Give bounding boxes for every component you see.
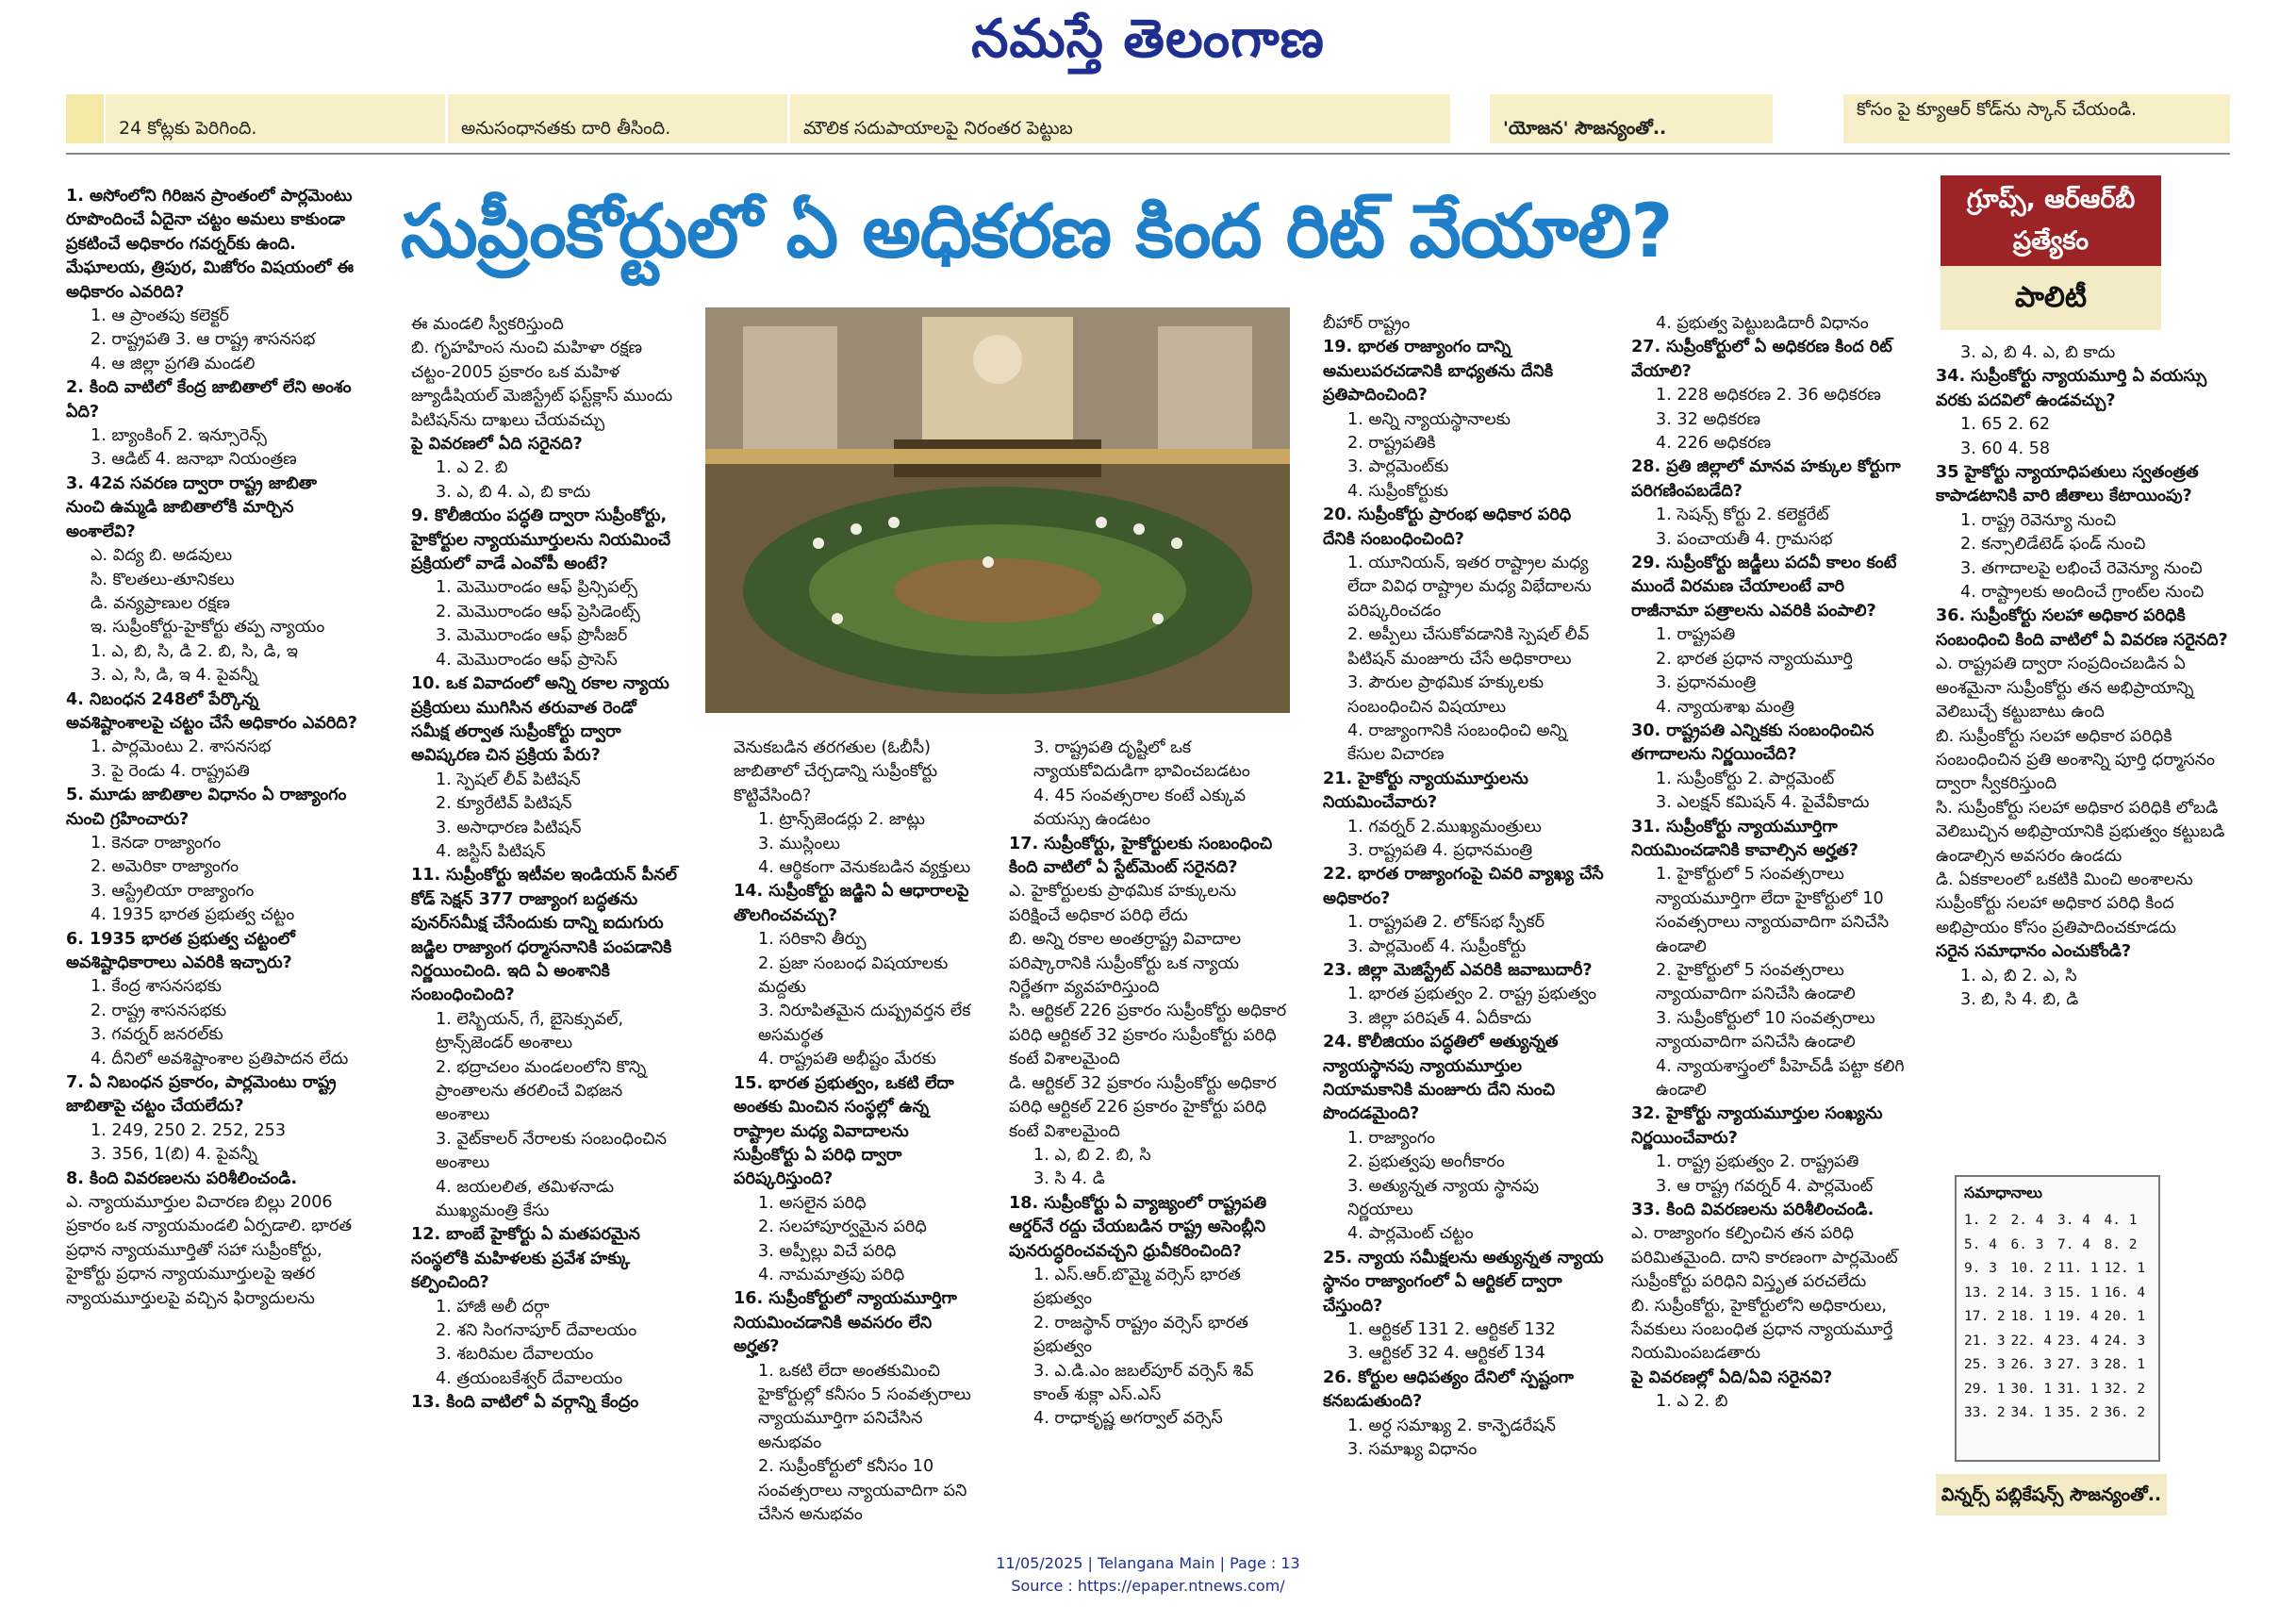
answer-option: 3. పై రెండు 4. రాష్ట్రపతి [91, 761, 250, 781]
strip-text: మౌలిక సదుపాయాలపై నిరంతర పెట్టుబ [803, 118, 1073, 139]
statement-text: సి. సుప్రీంకోర్టు సలహా అధికార పరిధికి లోబడి వెలిబుచ్చిన అభిప్రాయానికి ప్రభుత్వం కట్టుబడి ఉండాల్సిన అవసరం ఉండదు [1936, 798, 2225, 866]
question-text: 21. హైకోర్టు న్యాయమూర్తులను నియమించేవారు? [1323, 769, 1528, 813]
answer-option: 4. నామమాత్రపు పరిధి [758, 1265, 905, 1284]
answer-option: 1. బ్యాంకింగ్ 2. ఇన్సూరెన్స్ [91, 426, 267, 446]
question-text: 31. సుప్రీంకోర్టు న్యాయమూర్తిగా నియమించడానికి కావాల్సిన అర్హత? [1631, 817, 1859, 860]
answer-key-row [1964, 1209, 2151, 1234]
answer-option: 3. ఎ.డి.ఎం జబల్‌పూర్ వర్సెస్ శివ్ కాంత్ శుక్లా ఎస్.ఎస్ [1033, 1361, 1254, 1404]
question-text: 32. హైకోర్టు న్యాయమూర్తుల సంఖ్యను నిర్ణయించేవారు? [1631, 1104, 1883, 1148]
question-text: పై వివరణల్లో ఏది/ఏవి సరైనవి? [1631, 1367, 1833, 1387]
question-text: 3. 42వ సవరణ ద్వారా రాష్ట్ర జాబితా నుంచి ఉమ్మడి జాబితాలోకి మార్చిన అంశాలేవి? [66, 473, 318, 541]
answer-option: 1. అసలైన పరిధి [758, 1193, 867, 1213]
question-text: 15. భారత ప్రభుత్వం, ఒకటి లేదా అంతకు మించిన సంస్థల్లో ఉన్న రాష్ట్రాల మధ్య వివాదాలను సుప్రీంకోర్టు ఏ పరిధి ద్వారా పరిష్కరిస్తుంది? [734, 1073, 954, 1189]
answer-option: 4. రాష్ట్రాలకు అందించే గ్రాంట్‌ల నుంచి [1960, 583, 2205, 603]
answer-key-cell: 8. 2 [2104, 1236, 2138, 1252]
answer-key-row [1964, 1330, 2151, 1354]
answer-key-cell: 32. 2 [2104, 1381, 2146, 1397]
answer-option: 1. సుప్రీంకోర్టు 2. పార్లమెంట్ [1656, 769, 1835, 788]
answer-option: 3. వైట్‌కాలర్ నేరాలకు సంబంధించిన అంశాలు [436, 1129, 667, 1173]
statement-text: సి. ఆర్టికల్ 226 ప్రకారం సుప్రీంకోర్టు అధికార పరిధి ఆర్టికల్ 32 ప్రకారం సుప్రీంకోర్టు పరిధి కంటే విశాలమైంది [1009, 1002, 1287, 1069]
question-text: 4. నిబంధన 248లో పేర్కొన్న అవశిష్టాంశాలపై చట్టం చేసే అధికారం ఎవరిది? [66, 689, 357, 733]
answer-option: 3. గవర్నర్ జనరల్‌కు [91, 1025, 223, 1045]
strip-text: 24 కోట్లకు పెరిగింది. [119, 118, 257, 139]
answer-key-cell: 5. 4 [1964, 1236, 1997, 1252]
statement-text: డి. ఆర్టికల్ 32 ప్రకారం సుప్రీంకోర్టు అధికార పరిధి ఆర్టికల్ 226 ప్రకారం హైకోర్టు పరిధి కంటే విశాలమైంది [1009, 1073, 1277, 1141]
answer-option: 4. 1935 భారత ప్రభుత్వ చట్టం [91, 905, 295, 925]
answer-key-heading: సమాధానాలు [1964, 1184, 2042, 1201]
answer-option: 4. ప్రభుత్వ పెట్టుబడిదారీ విధానం [1656, 314, 1869, 333]
answer-option: 2. భారత ప్రధాన న్యాయమూర్తి [1656, 649, 1853, 669]
answer-option: 3. నిరూపితమైన దుష్ప్రవర్తన లేక అసమర్థత [758, 1002, 971, 1045]
headline: సుప్రీంకోర్టులో ఏ అధికరణ కింద రిట్ వేయాలి? [401, 190, 1673, 274]
answer-option: 3. ఎ, బి 4. ఎ, బి కాదు [1960, 343, 2116, 362]
answer-option: 4. 226 అధికరణ [1656, 434, 1772, 454]
section-badge: గ్రూప్స్, ఆర్ఆర్‌బీ ప్రత్యేకం [1941, 175, 2161, 266]
answer-option: 2. భద్రాచలం మండలంలోని కొన్ని ప్రాంతాలను తరలించే విభజన అంశాలు [436, 1057, 647, 1125]
strip-text: అనుసంధానతకు దారి తీసింది. [461, 118, 671, 139]
answer-option: 3. ఎలక్షన్ కమిషన్ 4. పైవేవీకాదు [1656, 793, 1870, 813]
answer-key-row [1964, 1282, 2151, 1306]
answer-option: 3. ఎ, బి 4. ఎ, బి కాదు [436, 482, 591, 502]
question-text: 8. కింది వివరణలను పరిశీలించండి. [66, 1168, 298, 1188]
answer-option: 1. 65 2. 62 [1960, 415, 2051, 435]
strip-col-4 [1490, 94, 1773, 143]
answer-option: 3. 356, 1(బి) 4. పైవన్నీ [91, 1145, 257, 1165]
strip-text: కోసం పై క్యూఆర్ కోడ్‌ను స్కాన్ చేయండి. [1857, 99, 2138, 120]
answer-key-cell: 9. 3 [1964, 1261, 1997, 1276]
answer-option: 2. అప్పీలు చేసుకోవడానికి స్పెషల్ లీవ్ పిటిషన్ మంజూరు చేసే అధికారాలు [1347, 625, 1590, 669]
answer-option: 1. సెషన్స్ కోర్టు 2. కలెక్టరేట్ [1656, 505, 1829, 525]
publisher-credit: విన్నర్స్ పబ్లికేషన్స్ సౌజన్యంతో.. [1936, 1474, 2167, 1516]
question-text: 26. కోర్టుల ఆధిపత్యం దేనిలో స్పష్టంగా కనబడుతుంది? [1323, 1367, 1574, 1412]
answer-key-cell: 13. 2 [1964, 1284, 2006, 1301]
answer-option: 3. 32 అధికరణ [1656, 409, 1761, 429]
answer-key-cell: 28. 1 [2104, 1357, 2146, 1372]
answer-option: 1. రాష్ట్ర ప్రభుత్వం 2. రాష్ట్రపతి [1656, 1152, 1859, 1172]
answer-option: 1. రాజ్యాంగం [1347, 1128, 1436, 1148]
strip-tag [66, 94, 104, 143]
masthead-title: నమస్తే తెలంగాణ [971, 8, 1325, 70]
answer-option: 1. ఎ, బి, సి, డి 2. బి, సి, డి, ఇ [91, 641, 298, 661]
column-6 [1631, 312, 1910, 1496]
answer-key-cell: 14. 3 [2010, 1284, 2053, 1301]
answer-option: 2. క్యూరేటివ్ పిటిషన్ [436, 794, 572, 814]
answer-key-row [1964, 1401, 2151, 1426]
answer-option: 3. జిల్లా పరిషత్ 4. ఏదీకాదు [1347, 1008, 1532, 1028]
question-text: సరైన సమాధానం ఎంచుకోండి? [1936, 942, 2132, 962]
strip-col-3 [790, 94, 1450, 143]
answer-option: 3. ఆస్ట్రేలియా రాజ్యాంగం [91, 881, 255, 901]
answer-key-cell: 1. 2 [1964, 1213, 1997, 1228]
statement-text: ఎ. హైకోర్టులకు ప్రాథమిక హక్కులను పరిక్షించే అధికార పరిధి లేదు [1009, 882, 1237, 925]
answer-key-table [1964, 1209, 2151, 1426]
answer-option: 1. రాష్ట్ర రెవెన్యూ నుంచి [1960, 510, 2117, 530]
statement-text: బి. సుప్రీంకోర్టు సలహా అధికార పరిధికి సంబంధించిన ప్రతి అంశాన్ని పూర్తి ధర్మాసనం ద్వారా స్వీకరిస్తుంది [1936, 726, 2215, 794]
statement-text: ఎ. రాష్ట్రపతి ద్వారా సంప్రదించబడిన ఏ అంశమైనా సుప్రీంకోర్టు తన అభిప్రాయాన్ని వెలిబుచ్చే కట్టుబాటు ఉంది [1936, 654, 2194, 722]
section-label: పాలిటీ [1941, 266, 2161, 330]
question-text: 34. సుప్రీంకోర్టు న్యాయమూర్తి ఏ వయస్సు వరకు పదవిలో ఉండవచ్చు? [1936, 367, 2207, 410]
answer-option: 3. ఆర్టికల్ 32 4. ఆర్టికల్ 134 [1347, 1344, 1545, 1364]
answer-key-cell: 31. 1 [2057, 1381, 2099, 1397]
answer-key-box [1955, 1175, 2160, 1462]
answer-key-cell: 4. 1 [2104, 1213, 2138, 1228]
answer-option: 1. 249, 250 2. 252, 253 [91, 1120, 287, 1140]
column-7 [1936, 341, 2228, 1162]
answer-key-cell: 10. 2 [2010, 1261, 2053, 1276]
answer-key-cell: 17. 2 [1964, 1309, 2006, 1324]
question-text: 13. కింది వాటిలో ఏ వర్గాన్ని కేంద్రం [411, 1393, 639, 1413]
answer-key-cell: 3. 4 [2057, 1213, 2090, 1228]
question-text: 7. ఏ నిబంధన ప్రకారం, పార్లమెంటు రాష్ట్ర జాబితాపై చట్టం చేయలేదు? [66, 1073, 337, 1117]
question-text: 17. సుప్రీంకోర్టు, హైకోర్టులకు సంబంధించి కింది వాటిలో ఏ స్టేట్‌మెంట్ సరైనది? [1009, 834, 1273, 878]
answer-option: 3. రాష్ట్రపతి 4. ప్రధానమంత్రి [1347, 840, 1533, 860]
answer-option: 3. ముస్లింలు [758, 834, 840, 853]
answer-key-cell: 11. 1 [2057, 1261, 2099, 1276]
answer-option: 4. ఆ జిల్లా ప్రగతి మండలి [91, 354, 256, 373]
answer-option: 3. సి 4. డి [1033, 1169, 1105, 1189]
answer-option: 1. భారత ప్రభుత్వం 2. రాష్ట్ర ప్రభుత్వం [1347, 985, 1597, 1004]
answer-option: 4. జయలలిత, తమిళనాడు ముఖ్యమంత్రి కేసు [436, 1177, 615, 1221]
strip-col-5 [1843, 94, 2230, 143]
answer-option: 2. సుప్రీంకోర్టులో కనీసం 10 సంవత్సరాలు న్యాయవాదిగా పని చేసిన అనుభవం [758, 1457, 967, 1524]
answer-key-cell: 26. 3 [2010, 1357, 2053, 1372]
answer-key-cell: 16. 4 [2104, 1284, 2146, 1301]
answer-option: 1. ఎస్.ఆర్.బొమ్మై వర్సెస్ భారత ప్రభుత్వం [1033, 1265, 1241, 1309]
question-text: 18. సుప్రీంకోర్టు ఏ వ్యాజ్యంలో రాష్ట్రపతి ఆర్డర్‌నే రద్దు చేయబడిన రాష్ట్ర అసెంబ్లీని పునరుద్ధరించవచ్చని ధ్రువీకరించింది? [1009, 1193, 1267, 1261]
question-text: 23. జిల్లా మెజిస్ట్రేట్ ఎవరికి జవాబుదారీ? [1323, 960, 1593, 980]
answer-option: 1. యూనియన్, ఇతర రాష్ట్రాల మధ్య లేదా వివిధ రాష్ట్రాల మధ్య విభేదాలను పరిష్కరించడం [1347, 554, 1592, 621]
answer-option: 3. అప్పీల్లు విచే పరిధి [758, 1241, 897, 1261]
answer-option: 2. శని సింగనాపూర్ దేవాలయం [436, 1321, 637, 1341]
answer-option: 2. ప్రజా సంబంధ విషయాలకు మద్దతు [758, 953, 949, 998]
answer-option: 1. అన్ని న్యాయస్థానాలకు [1347, 409, 1511, 429]
answer-key-cell: 12. 1 [2104, 1261, 2146, 1276]
answer-option: 3. ఆ రాష్ట్ర గవర్నర్ 4. పార్లమెంట్ [1656, 1176, 1874, 1196]
answer-option: 4. మెమొరాండం ఆఫ్ ప్రాసెస్ [436, 650, 618, 670]
statement-text: ఈ మండలి స్వీకరిస్తుంది [411, 315, 564, 334]
answer-key-cell: 33. 2 [1964, 1405, 2006, 1420]
answer-option: 3. బి, సి 4. బి, డి [1960, 989, 2079, 1009]
answer-option: 1. ఎ, బి 2. ఎ, సి [1960, 966, 2077, 986]
question-text: 1. అసోంలోని గిరిజన ప్రాంతంలో పార్లమెంటు రూపొందించే ఏదైనా చట్టం అమలు కాకుండా ప్రకటించే అధికారం గవర్నర్‌కు ఉంది. మేఘాలయ, త్రిపుర, మిజోరం విషయంలో ఈ అధికారం ఎవరిది? [66, 187, 354, 302]
question-text: 16. సుప్రీంకోర్టులో న్యాయమూర్తిగా నియమించడానికి అవసరం లేని అర్హత? [734, 1289, 957, 1357]
question-text: 6. 1935 భారత ప్రభుత్వ చట్టంలో అవశిష్టాధికారాలు ఎవరికి ఇచ్చారు? [66, 929, 295, 972]
question-text: 2. కింది వాటిలో కేంద్ర జాబితాలో లేని అంశం ఏది? [66, 378, 352, 422]
answer-option: 2. మెమొరాండం ఆఫ్ ప్రెసిడెంట్స్ [436, 602, 640, 621]
answer-option: 3. పార్లమెంట్ 4. సుప్రీంకోర్టు [1347, 936, 1527, 956]
statement-text: డి. ఏకకాలంలో ఒకటికి మించి అంశాలను సుప్రీంకోర్టు సలహా అధికార పరిధి కింద అభిప్రాయం కోసం ప్రతిపాదించకూడదు [1936, 870, 2193, 937]
answer-option: 3. మెమొరాండం ఆఫ్ ప్రొసీజర్ [436, 626, 628, 646]
question-text: 29. సుప్రీంకోర్టు జడ్జీలు పదవీ కాలం కంటే ముందే విరమణ చేయాలంటే వారి రాజీనామా పత్రాలను ఎవరికి పంపాలి? [1631, 554, 1897, 621]
answer-key-cell: 35. 2 [2057, 1405, 2099, 1420]
answer-option: 1. కేంద్ర శాసనసభకు [91, 977, 222, 997]
answer-key-cell: 30. 1 [2010, 1381, 2053, 1397]
question-text: 10. ఒక వివాదంలో అన్ని రకాల న్యాయ ప్రక్రియలు ముగిసిన తరువాత రెండో సమీక్ష తర్వాత సుప్రీంకోర్టు ద్వారా అవిష్కరణ చిన ప్రక్రియ పేరు? [411, 674, 669, 766]
answer-option: 1. పార్లమెంటు 2. శాసనసభ [91, 737, 272, 757]
strip-col-2 [448, 94, 787, 143]
answer-key-cell: 2. 4 [2010, 1213, 2044, 1228]
answer-key-cell: 7. 4 [2057, 1236, 2090, 1252]
answer-option: 3. ప్రధానమంత్రి [1656, 673, 1757, 693]
question-text: 22. భారత రాజ్యాంగంపై చివరి వ్యాఖ్య చేసే అధికారం? [1323, 865, 1604, 908]
answer-option: 1. కెనడా రాజ్యాంగం [91, 833, 222, 853]
answer-option: ఎ. విద్య బి. అడవులు [91, 546, 233, 566]
answer-option: 1. ఆర్టికల్ 131 2. ఆర్టికల్ 132 [1347, 1320, 1556, 1340]
answer-key-cell: 23. 4 [2057, 1333, 2099, 1349]
answer-option: 4. న్యాయశాస్త్రంలో పీహెచ్‌డీ పట్టా కలిగి ఉండాలి [1656, 1056, 1905, 1100]
question-text: 9. కొలీజియం పద్ధతి ద్వారా సుప్రీంకోర్టు, హైకోర్టుల న్యాయమూర్తులను నియమించే ప్రక్రియలో వాడే ఎంవోపీ అంటే? [411, 506, 671, 574]
answer-key-cell: 15. 1 [2057, 1284, 2099, 1301]
answer-key-row [1964, 1257, 2151, 1282]
question-text: 35 హైకోర్టు న్యాయాధిపతులు స్వతంత్రత కాపాడటానికి వారి జీతాలు కేటాయింపు? [1936, 463, 2199, 506]
answer-key-cell: 6. 3 [2010, 1236, 2044, 1252]
question-text: పై వివరణలో ఏది సరైనది? [411, 435, 583, 455]
answer-option: 4. జస్టిస్ పిటిషన్ [436, 841, 546, 861]
answer-option: 2. అమెరికా రాజ్యాంగం [91, 857, 240, 877]
column-2 [411, 313, 677, 1496]
answer-key-cell: 18. 1 [2010, 1309, 2053, 1324]
answer-key-cell: 21. 3 [1964, 1333, 2006, 1349]
statement-text: ఎ. రాజ్యాంగం కల్పించిన తన పరిధి పరిమితమైంది. దాని కారణంగా పార్లమెంట్ సుప్రీంకోర్టు పరిధిని విస్తృత పరచలేదు [1631, 1224, 1898, 1292]
answer-option: 2. రాష్ట్ర శాసనసభకు [91, 1001, 227, 1020]
answer-option: 2. రాజస్థాన్ రాష్ట్రం వర్సెస్ భారత ప్రభుత్వం [1033, 1313, 1248, 1357]
answer-option: 1. ఎ 2. బి [436, 458, 508, 478]
answer-key-cell: 25. 3 [1964, 1357, 2006, 1372]
answer-option: 3. తగాదాలపై లభించే రెవెన్యూ నుంచి [1960, 558, 2203, 578]
answer-option: 3. సమాఖ్య విధానం [1347, 1440, 1478, 1460]
statement-text: బి. సుప్రీంకోర్టు, హైకోర్టులోని అధికారులు, సేవకులు సంబంధిత ప్రధాన న్యాయమూర్తే నియమింపబడతారు [1631, 1296, 1893, 1364]
question-text: 11. సుప్రీంకోర్టు ఇటీవల ఇండియన్ పీనల్ కోడ్ సెక్షన్ 377 రాజ్యాంగ బద్ధతను పునర్‌సమీక్ష చేసేందుకు దాన్ని ఐదుగురు జడ్జిల రాజ్యాంగ ధర్మాసనానికి పంపడానికి నిర్ణయించింది. ఇది ఏ అంశానికి సంబంధించింది? [411, 866, 678, 1005]
column-1 [66, 185, 360, 1496]
answer-option: 2. కన్సాలిడేటెడ్ ఫండ్ నుంచి [1960, 535, 2146, 555]
statement-text: ఎ. న్యాయమూర్తుల విచారణ బిల్లు 2006 ప్రకారం ఒక న్యాయమండలి ఏర్పడాలి. భారత ప్రధాన న్యాయమూర్తితో సహా సుప్రీంకోర్టు, హైకోర్టు ప్రధాన న్యాయమూర్తులపై ఇతర న్యాయమూర్తులపై వచ్చిన ఫిర్యాదులను [66, 1193, 353, 1308]
answer-option: 4. దీనిలో అవశిష్టాంశాల ప్రతిపాదన లేదు [91, 1049, 349, 1069]
statement-text: బి. అన్ని రకాల అంతర్రాష్ట్ర వివాదాల పరిష్కారానికి సుప్రీంకోర్టు ఒక న్యాయ నిర్ణేతగా వ్యవహరిస్తుంది [1009, 930, 1242, 998]
statement-text: వెనుకబడిన తరగతుల (ఓబీసీ) జాబితాలో చేర్చడాన్ని సుప్రీంకోర్టు కొట్టివేసింది? [734, 738, 938, 805]
question-text: 36. సుప్రీంకోర్టు సలహా అధికార పరిధికి సంబంధించి కింది వాటిలో ఏ వివరణ సరైనది? [1936, 606, 2228, 650]
statement-text: బి. గృహహింస నుంచి మహిళా రక్షణ చట్టం-2005 ప్రకారం ఒక మహిళ జ్యూడీషియల్ మెజిస్ట్రేట్ ఫస్ట్‌క్లాస్ ముందు పిటిషన్‌ను దాఖలు చేయవచ్చు [411, 339, 673, 430]
answer-key-cell: 20. 1 [2104, 1309, 2146, 1324]
answer-option: 4. త్రయంబకేశ్వర్ దేవాలయం [436, 1368, 623, 1388]
answer-option: 4. పార్లమెంట్ చట్టం [1347, 1224, 1474, 1244]
question-text: 30. రాష్ట్రపతి ఎన్నికకు సంబంధించిన తగాదాలను నిర్ణయించేది? [1631, 721, 1875, 765]
answer-key-cell: 34. 1 [2010, 1405, 2053, 1420]
strip-credit: 'యోజన' సౌజన్యంతో.. [1503, 118, 1667, 139]
answer-option: సి. కొలతలు-తూనికలు [91, 570, 235, 589]
answer-option: 2. రాష్ట్రపతికి [1347, 434, 1436, 454]
answer-option: 3. రాష్ట్రపతి దృష్టిలో ఒక న్యాయకోవిదుడిగా భావించబడటం [1033, 738, 1250, 782]
answer-key-row [1964, 1234, 2151, 1258]
question-text: 24. కొలీజియం పద్ధతిలో అత్యున్నత న్యాయస్థానపు న్యాయమూర్తుల నియామకానికి మంజూరు దేని నుంచి పొందడమైంది? [1323, 1033, 1559, 1124]
question-text: 19. భారత రాజ్యాంగం దాన్ని అమలుపరచడానికి బాధ్యతను దేనికి ప్రతిపాదించింది? [1323, 338, 1554, 406]
statement-text: బీహార్ రాష్ట్రం [1323, 314, 1411, 333]
answer-key-cell: 36. 2 [2104, 1405, 2146, 1420]
question-text: 12. బాంబే హైకోర్టు ఏ మతపరమైన సంస్థలోకి మహిళలకు ప్రవేశ హక్కు కల్పించింది? [411, 1225, 640, 1293]
answer-option: 4. సుప్రీంకోర్టుకు [1347, 481, 1448, 501]
question-text: 33. కింది వివరణలను పరిశీలించండి. [1631, 1201, 1875, 1220]
answer-option: 3. పౌరుల ప్రాథమిక హక్కులకు సంబంధించిన విషయాలు [1347, 673, 1544, 717]
answer-option: 1. ఎ 2. బి [1656, 1392, 1728, 1412]
column-5 [1323, 312, 1608, 1496]
answer-option: 1. ఒకటి లేదా అంతకుమించి హైకోర్టుల్లో కనీసం 5 సంవత్సరాలు న్యాయమూర్తిగా పనిచేసిన అనుభవం [758, 1361, 971, 1452]
answer-option: 4. రాష్ట్రపతి అభీష్టం మేరకు [758, 1050, 936, 1069]
answer-option: 2. హైకోర్టులో 5 సంవత్సరాలు న్యాయవాదిగా పనిచేసి ఉండాలి [1656, 960, 1856, 1004]
answer-key-row [1964, 1378, 2151, 1402]
answer-key-cell: 24. 3 [2104, 1333, 2146, 1349]
assembly-hall-photo [705, 307, 1290, 713]
question-text: 20. సుప్రీంకోర్టు ప్రారంభ అధికార పరిధి దేనికి సంబంధించింది? [1323, 505, 1572, 549]
answer-option: 1. గవర్నర్ 2.ముఖ్యమంత్రులు [1347, 817, 1542, 837]
answer-option: 2. రాష్ట్రపతి 3. ఆ రాష్ట్ర శాసనసభ [91, 330, 316, 350]
footer-date-page: 11/05/2025 | Telangana Main | Page : 13 [996, 1554, 1300, 1572]
answer-option: 3. అసాధారణ పిటిషన్ [436, 818, 582, 837]
answer-key-row [1964, 1353, 2151, 1378]
question-text: 27. సుప్రీంకోర్టులో ఏ అధికరణ కింద రిట్ వేయాలి? [1631, 338, 1892, 381]
answer-option: 1. రాష్ట్రపతి 2. లోక్‌సభ స్పీకర్ [1347, 913, 1545, 933]
answer-option: 1. ఎ, బి 2. బి, సి [1033, 1145, 1151, 1165]
answer-option: 3. ఎ, సి, డి, ఇ 4. పైవన్నీ [91, 666, 258, 686]
column-3 [734, 737, 975, 1524]
answer-option: 1. లెస్బియన్, గే, బైసెక్సువల్, ట్రాన్స్‌జెండర్ అంశాలు [436, 1009, 624, 1053]
answer-option: 3. సుప్రీంకోర్టులో 10 సంవత్సరాలు న్యాయవాదిగా పనిచేసి ఉండాలి [1656, 1008, 1875, 1052]
answer-key-cell: 22. 4 [2010, 1333, 2053, 1349]
question-text: 14. సుప్రీంకోర్టు జడ్జిని ఏ ఆధారాలపై తొలగించవచ్చు? [734, 882, 969, 925]
answer-option: 1. హాజీ అలీ దర్గా [436, 1297, 550, 1317]
answer-option: 4. రాజ్యాంగానికి సంబంధించి అన్ని కేసుల విచారణ [1347, 721, 1567, 765]
answer-option: 1. సరికాని తీర్పు [758, 930, 867, 950]
answer-option: 3. పంచాయతీ 4. గ్రామసభ [1656, 529, 1833, 549]
answer-key-cell: 19. 4 [2057, 1309, 2099, 1324]
answer-option: 3. అత్యున్నత న్యాయ స్థానపు నిర్ణయాలు [1347, 1176, 1540, 1220]
answer-option: 1. రాష్ట్రపతి [1656, 625, 1736, 645]
assembly-hall-illustration [705, 307, 1290, 713]
answer-option: 3. శబరిమల దేవాలయం [436, 1345, 594, 1365]
answer-option: 4. ఆర్థికంగా వెనుకబడిన వ్యక్తులు [758, 858, 971, 878]
answer-option: 4. రాధాకృష్ణ అగర్వాల్ వర్సెస్ [1033, 1409, 1223, 1429]
answer-option: 1. ఆ ప్రాంతపు కలెక్టర్ [91, 306, 229, 326]
answer-option: 3. పార్లమెంట్‌కు [1347, 457, 1449, 477]
answer-option: 2. సలహాపూర్వమైన పరిధి [758, 1218, 927, 1237]
answer-option: 4. న్యాయశాఖ మంత్రి [1656, 697, 1795, 717]
strip-col-1 [106, 94, 445, 143]
answer-option: 3. 60 4. 58 [1960, 439, 2051, 458]
answer-option: 1. స్పెషల్ లీవ్ పిటిషన్ [436, 770, 581, 789]
answer-option: 1. 228 అధికరణ 2. 36 అధికరణ [1656, 386, 1881, 406]
column-4 [1009, 737, 1290, 1496]
answer-key-cell: 27. 3 [2057, 1357, 2099, 1372]
answer-option: 1. ట్రాన్స్‌జెండర్లు 2. జాట్లు [758, 810, 925, 830]
footer-source: Source : https://epaper.ntnews.com/ [1011, 1577, 1285, 1595]
top-divider [66, 153, 2230, 155]
question-text: 5. మూడు జాబితాల విధానం ఏ రాజ్యాంగం నుంచి గ్రహించారు? [66, 786, 347, 829]
answer-option: 4. 45 సంవత్సరాల కంటే ఎక్కువ వయస్సు ఉండటం [1033, 786, 1246, 830]
answer-option: 3. ఆడిట్ 4. జనాభా నియంత్రణ [91, 450, 297, 470]
answer-key-row [1964, 1305, 2151, 1330]
answer-option: 1. అర్ధ సమాఖ్య 2. కాన్ఫెడరేషన్ [1347, 1416, 1556, 1435]
answer-option: 1. మెమొరాండం ఆఫ్ ప్రిన్సిపల్స్ [436, 578, 638, 598]
answer-option: ఇ. సుప్రీంకోర్టు-హైకోర్టు తప్ప న్యాయం [91, 618, 325, 638]
answer-option: 2. ప్రభుత్వపు అంగీకారం [1347, 1152, 1505, 1172]
answer-option: 1. హైకోర్టులో 5 సంవత్సరాలు న్యాయమూర్తిగా లేదా హైకోర్టులో 10 సంవత్సరాలు న్యాయవాదిగా పనిచేసి ఉండాలి [1656, 865, 1890, 956]
answer-key-cell: 29. 1 [1964, 1381, 2006, 1397]
question-text: 28. ప్రతి జిల్లాలో మానవ హక్కుల కోర్టుగా పరిగణింపబడేది? [1631, 457, 1901, 501]
question-text: 25. న్యాయ సమీక్షలను అత్యున్నత న్యాయ స్థానం రాజ్యాంగంలో ఏ ఆర్టికల్ ద్వారా చేస్తుంది? [1323, 1248, 1604, 1316]
answer-option: డి. వన్యప్రాణుల రక్షణ [91, 593, 230, 613]
